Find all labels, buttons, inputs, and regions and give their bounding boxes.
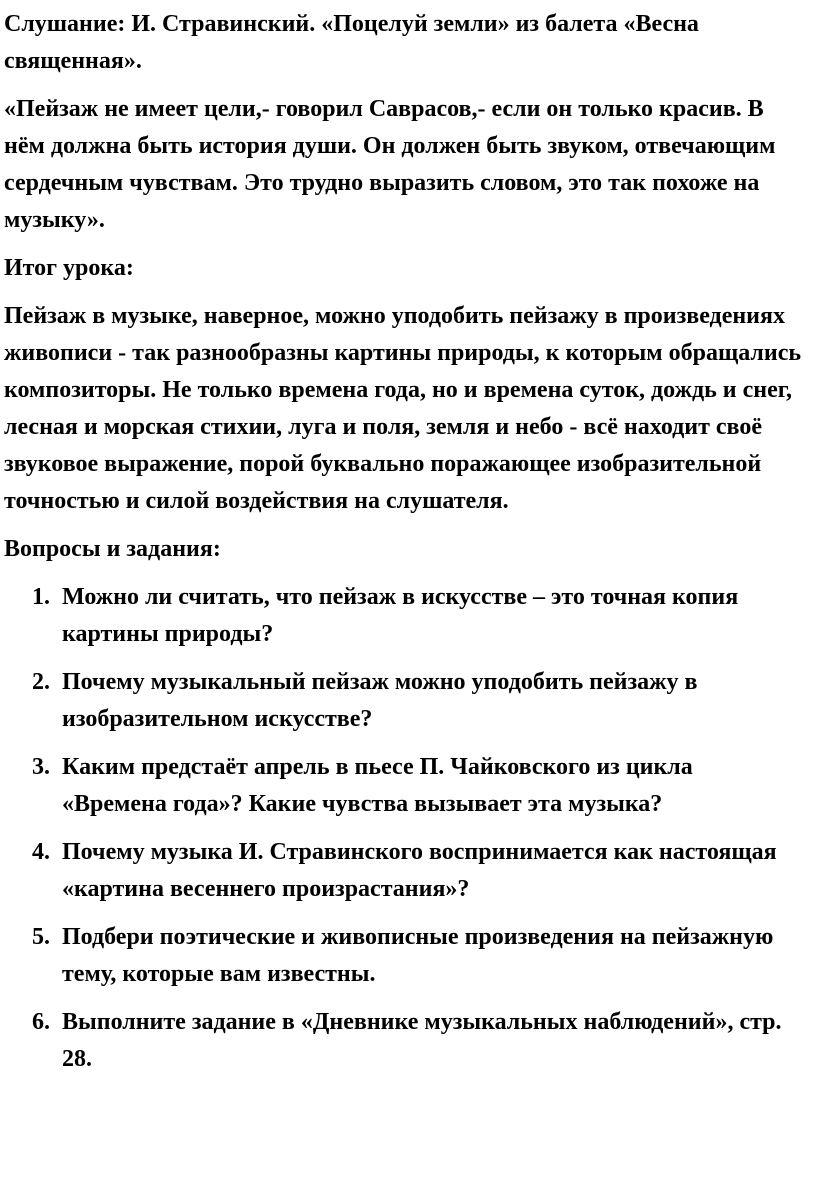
- question-item: [4, 834, 802, 908]
- question-text: Подбери поэтические и живописные произведения на пейзажную тему, которые вам известны.: [62, 924, 774, 987]
- question-number: 6.: [32, 1009, 50, 1035]
- question-item: [4, 749, 802, 823]
- question-text: Почему музыкальный пейзаж можно уподобить пейзажу в изобразительном искусстве?: [62, 669, 698, 732]
- question-number: 2.: [32, 669, 50, 695]
- question-text: Выполните задание в «Дневнике музыкальных наблюдений», стр. 28.: [62, 1009, 782, 1072]
- question-text: Каким предстаёт апрель в пьесе П. Чайковского из цикла «Времена года»? Какие чувства вызывает эта музыка?: [62, 754, 693, 817]
- question-number: 1.: [32, 584, 50, 610]
- question-number: 4.: [32, 839, 50, 865]
- question-number: 5.: [32, 924, 50, 950]
- question-text: Можно ли считать, что пейзаж в искусстве – это точная копия картины природы?: [62, 584, 739, 647]
- summary-heading: Итог урока:: [4, 255, 134, 281]
- questions-list: [4, 579, 802, 1078]
- listening-paragraph: Слушание: И. Стравинский. «Поцелуй земли» из балета «Весна священная».: [4, 11, 699, 74]
- question-item: [4, 1004, 802, 1078]
- question-text: Почему музыка И. Стравинского воспринимается как настоящая «картина весеннего произрастания»?: [62, 839, 777, 902]
- question-item: [4, 579, 802, 653]
- question-item: [4, 919, 802, 993]
- question-number: 3.: [32, 754, 50, 780]
- question-item: [4, 664, 802, 738]
- questions-heading: Вопросы и задания:: [4, 536, 221, 562]
- summary-paragraph: Пейзаж в музыке, наверное, можно уподобить пейзажу в произведениях живописи - так разнообразны картины природы, к которым обращались композиторы. Не только времена года, но и времена суток, дождь и снег, лесная и морская стихии, луга и поля, земля и небо - всё находит своё звуковое выражение, порой буквально поражающее изобразительной точностью и силой воздействия на слушателя.: [4, 303, 802, 514]
- quote-paragraph: «Пейзаж не имеет цели,- говорил Саврасов,- если он только красив. В нём должна быть история души. Он должен быть звуком, отвечающим сердечным чувствам. Это трудно выразить словом, это так похоже на музыку».: [4, 96, 776, 233]
